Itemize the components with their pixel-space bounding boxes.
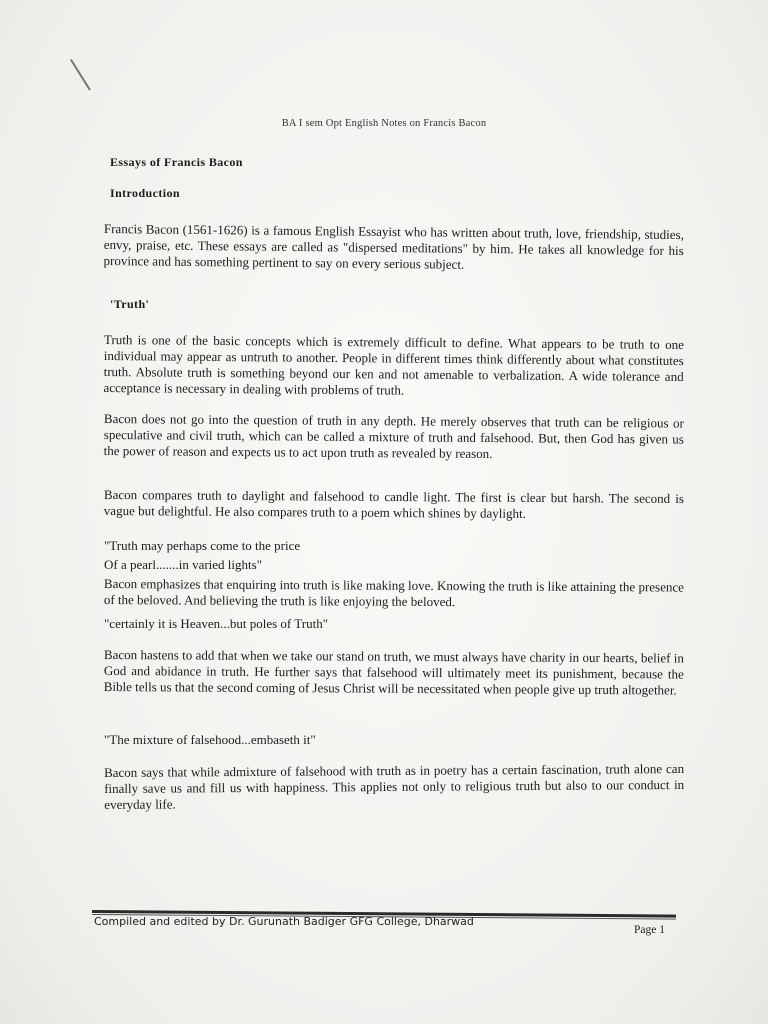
quote-1-line-2: Of a pearl.......in varied lights": [104, 557, 263, 572]
document-header: BA I sem Opt English Notes on Francis Bacon: [281, 118, 487, 129]
quote-1-line-1: "Truth may perhaps come to the price: [104, 538, 301, 553]
paragraph-3: Bacon compares truth to daylight and falsehood to candle light. The first is clear but harsh. The second is vague but delightful. He also compares truth to a poem which shines by daylight.: [103, 487, 684, 521]
footer-credit: Compiled and edited by Dr. Gurunath Badiger GFG College, Dharwad: [94, 915, 474, 928]
truth-heading: 'Truth': [110, 297, 150, 311]
quote-3: "The mixture of falsehood...embaseth it": [104, 732, 316, 747]
paragraph-6: Bacon says that while admixture of falsehood with truth as in poetry has a certain fascination, truth alone can finally save us and fill us with happiness. This applies not only to religious truth but also to our conduct in everyday life.: [104, 760, 685, 812]
paragraph-5: Bacon hastens to add that when we take our stand on truth, we must always have charity in our hearts, belief in God and abidance in truth. He further says that falsehood will ultimately meet its punishment, because the Bible tells us that the second coming of Jesus Christ will be necessitated when people give up truth altogether.: [103, 647, 684, 698]
paragraph-1: Truth is one of the basic concepts which is extremely difficult to define. What appears to be truth to one individual may appear as untruth to another. People in different times think differently about what constitutes truth. Absolute truth is something beyond our ken and not amenable to verbalization. A wide tolerance and acceptance is necessary in dealing with problems of truth.: [103, 332, 684, 398]
introduction-heading: Introduction: [110, 186, 180, 200]
paragraph-2: Bacon does not go into the question of truth in any depth. He merely observes that truth can be religious or speculative and civil truth, which can be called a mixture of truth and falsehood. But, then God has given us the power of reason and expects us to act upon truth as revealed by reason.: [103, 411, 684, 462]
pen-mark: [70, 59, 91, 91]
quote-2: "certainly it is Heaven...but poles of Truth": [104, 616, 329, 631]
introduction-paragraph: Francis Bacon (1561-1626) is a famous English Essayist who has written about truth, love, friendship, studies, envy, praise, etc. These essays are called as "dispersed meditations" by him. He takes all knowledge for his province and has something pertinent to say on every serious subject.: [103, 221, 684, 272]
document-title: Essays of Francis Bacon: [110, 155, 243, 169]
paragraph-4: Bacon emphasizes that enquiring into truth is like making love. Knowing the truth is like attaining the presence of the beloved. And believing the truth is like enjoying the beloved.: [103, 576, 684, 610]
page-number: Page 1: [634, 924, 665, 936]
